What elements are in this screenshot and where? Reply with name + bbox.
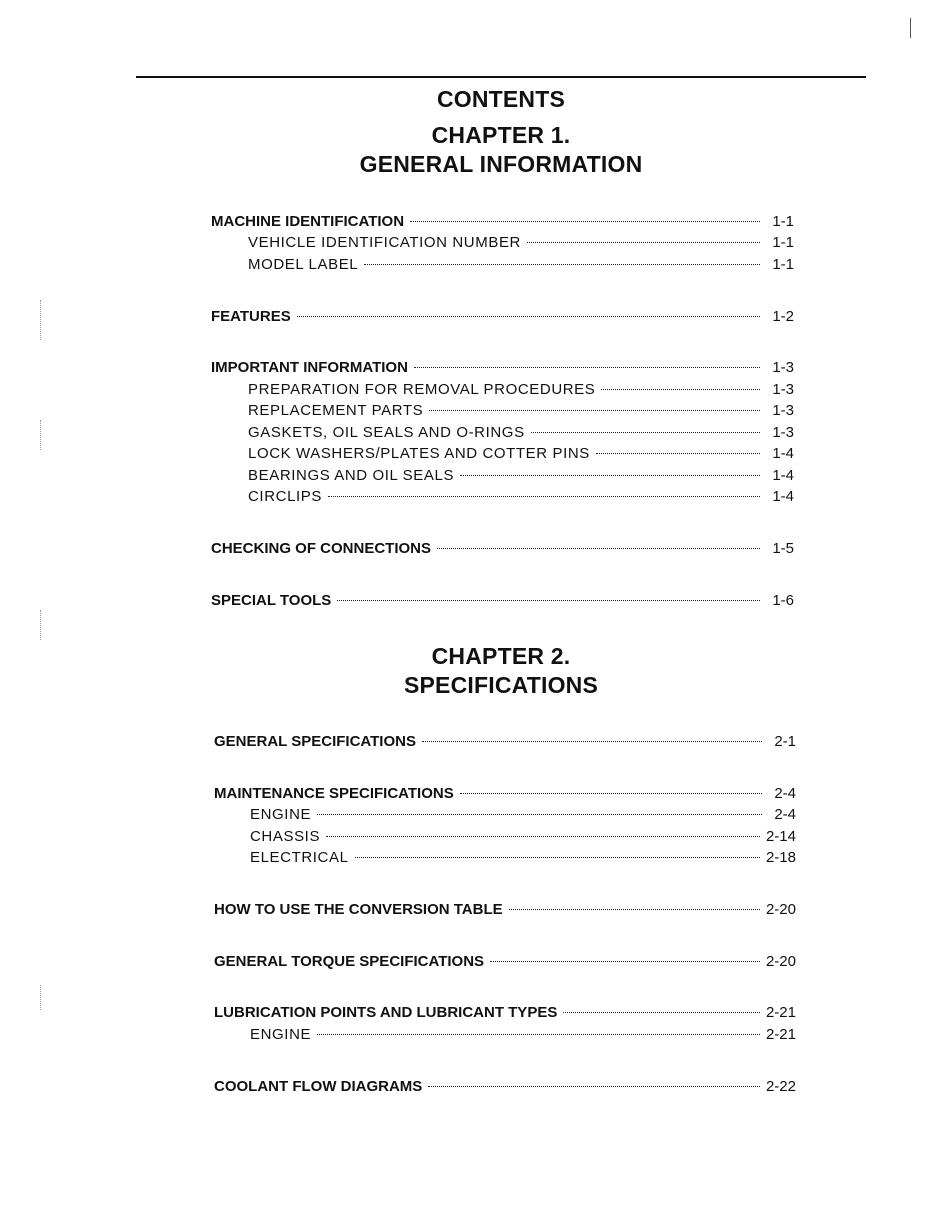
margin-dots [40,610,42,640]
toc-entry[interactable] [250,1026,796,1044]
toc-entry[interactable] [248,256,794,274]
toc-entry-label: PREPARATION FOR REMOVAL PROCEDURES [248,381,596,398]
toc-entry-label: SPECIAL TOOLS [211,592,332,609]
toc-entry-page: 1-3 [772,381,794,398]
toc-entry-page: 1-4 [772,467,794,484]
leader-dots [355,857,760,858]
toc-entry-label: GASKETS, OIL SEALS AND O-RINGS [248,424,525,441]
toc-entry-label: VEHICLE IDENTIFICATION NUMBER [248,234,521,251]
toc-entry-page: 2-20 [765,953,796,970]
toc-entry-label: ENGINE [250,806,312,823]
chapter-1-title: GENERAL INFORMATION [359,151,643,177]
leader-dots [297,316,760,317]
leader-dots [429,410,760,411]
toc-entry-label: GENERAL SPECIFICATIONS [214,733,416,750]
toc-entry-page: 1-3 [772,402,794,419]
toc-entry[interactable] [248,381,794,399]
leader-dots [527,242,760,243]
toc-entry[interactable] [211,540,794,558]
toc-entry-page: 2-4 [774,806,796,823]
toc-entry-page: 2-1 [774,733,796,750]
toc-entry[interactable] [214,953,796,971]
leader-dots [460,475,760,476]
toc-entry[interactable] [248,445,794,463]
leader-dots [422,741,762,742]
toc-entry[interactable] [214,901,796,919]
toc-entry-page: 2-20 [765,901,796,918]
toc-entry[interactable] [250,828,796,846]
toc-entry-label: ELECTRICAL [250,849,349,866]
toc-entry-page: 2-22 [765,1078,796,1095]
leader-dots [337,600,760,601]
toc-entry[interactable] [214,733,796,751]
toc-entry[interactable] [214,1078,796,1096]
toc-entry[interactable] [248,467,794,485]
margin-dots [40,420,42,450]
toc-entry[interactable] [248,234,794,252]
leader-dots [317,814,762,815]
toc-entry-page: 2-18 [765,849,796,866]
toc-entry-page: 1-6 [772,592,794,609]
top-rule [136,76,866,78]
leader-dots [596,453,760,454]
leader-dots [328,496,760,497]
toc-entry[interactable] [250,849,796,867]
toc-entry-label: ENGINE [250,1026,312,1043]
leader-dots [410,221,760,222]
toc-entry[interactable] [211,592,794,610]
toc-entry-label: BEARINGS AND OIL SEALS [248,467,455,484]
toc-entry-label: CHECKING OF CONNECTIONS [211,540,432,557]
toc-entry-page: 2-21 [765,1004,796,1021]
toc-entry-label: GENERAL TORQUE SPECIFICATIONS [214,953,485,970]
toc-entry-page: 1-1 [772,213,794,230]
toc-entry-page: 2-21 [765,1026,796,1043]
toc-entry[interactable] [214,785,796,803]
scan-mark [910,18,911,38]
toc-entry-label: IMPORTANT INFORMATION [211,359,408,376]
toc-entry-label: FEATURES [211,308,291,325]
toc-entry-page: 1-5 [772,540,794,557]
toc-entry-page: 1-2 [772,308,794,325]
toc-entry[interactable] [248,402,794,420]
toc-entry-page: 1-4 [772,445,794,462]
margin-dots [40,985,42,1010]
toc-entry-label: HOW TO USE THE CONVERSION TABLE [214,901,503,918]
toc-entry-page: 1-4 [772,488,794,505]
toc-entry-page: 2-14 [765,828,796,845]
toc-entry[interactable] [211,359,794,377]
toc-entry-page: 1-1 [772,234,794,251]
leader-dots [437,548,760,549]
toc-entry-page: 1-3 [772,424,794,441]
toc-entry[interactable] [211,213,794,231]
leader-dots [490,961,760,962]
leader-dots [509,909,760,910]
toc-entry-page: 1-3 [772,359,794,376]
toc-entry-label: CHASSIS [250,828,321,845]
toc-entry-label: REPLACEMENT PARTS [248,402,424,419]
toc-entry-label: MODEL LABEL [248,256,359,273]
margin-dots [40,300,42,340]
leader-dots [563,1012,760,1013]
toc-entry-page: 1-1 [772,256,794,273]
leader-dots [460,793,762,794]
toc-entry-label: LUBRICATION POINTS AND LUBRICANT TYPES [214,1004,558,1021]
toc-entry[interactable] [211,308,794,326]
leader-dots [531,432,760,433]
toc-entry-page: 2-4 [774,785,796,802]
chapter-1-number: CHAPTER 1. [431,122,571,148]
leader-dots [364,264,760,265]
toc-entry-label: MAINTENANCE SPECIFICATIONS [214,785,454,802]
contents-title: CONTENTS [436,86,566,112]
toc-entry-label: CIRCLIPS [248,488,322,505]
toc-entry[interactable] [214,1004,796,1022]
chapter-2-number: CHAPTER 2. [431,643,571,669]
toc-entry-label: COOLANT FLOW DIAGRAMS [214,1078,423,1095]
toc-entry-label: LOCK WASHERS/PLATES AND COTTER PINS [248,445,590,462]
leader-dots [414,367,760,368]
toc-entry[interactable] [250,806,796,824]
leader-dots [601,389,760,390]
toc-entry[interactable] [248,424,794,442]
leader-dots [317,1034,760,1035]
chapter-2-title: SPECIFICATIONS [403,672,599,698]
toc-entry-label: MACHINE IDENTIFICATION [211,213,405,230]
toc-entry[interactable] [248,488,794,506]
leader-dots [428,1086,760,1087]
leader-dots [326,836,760,837]
